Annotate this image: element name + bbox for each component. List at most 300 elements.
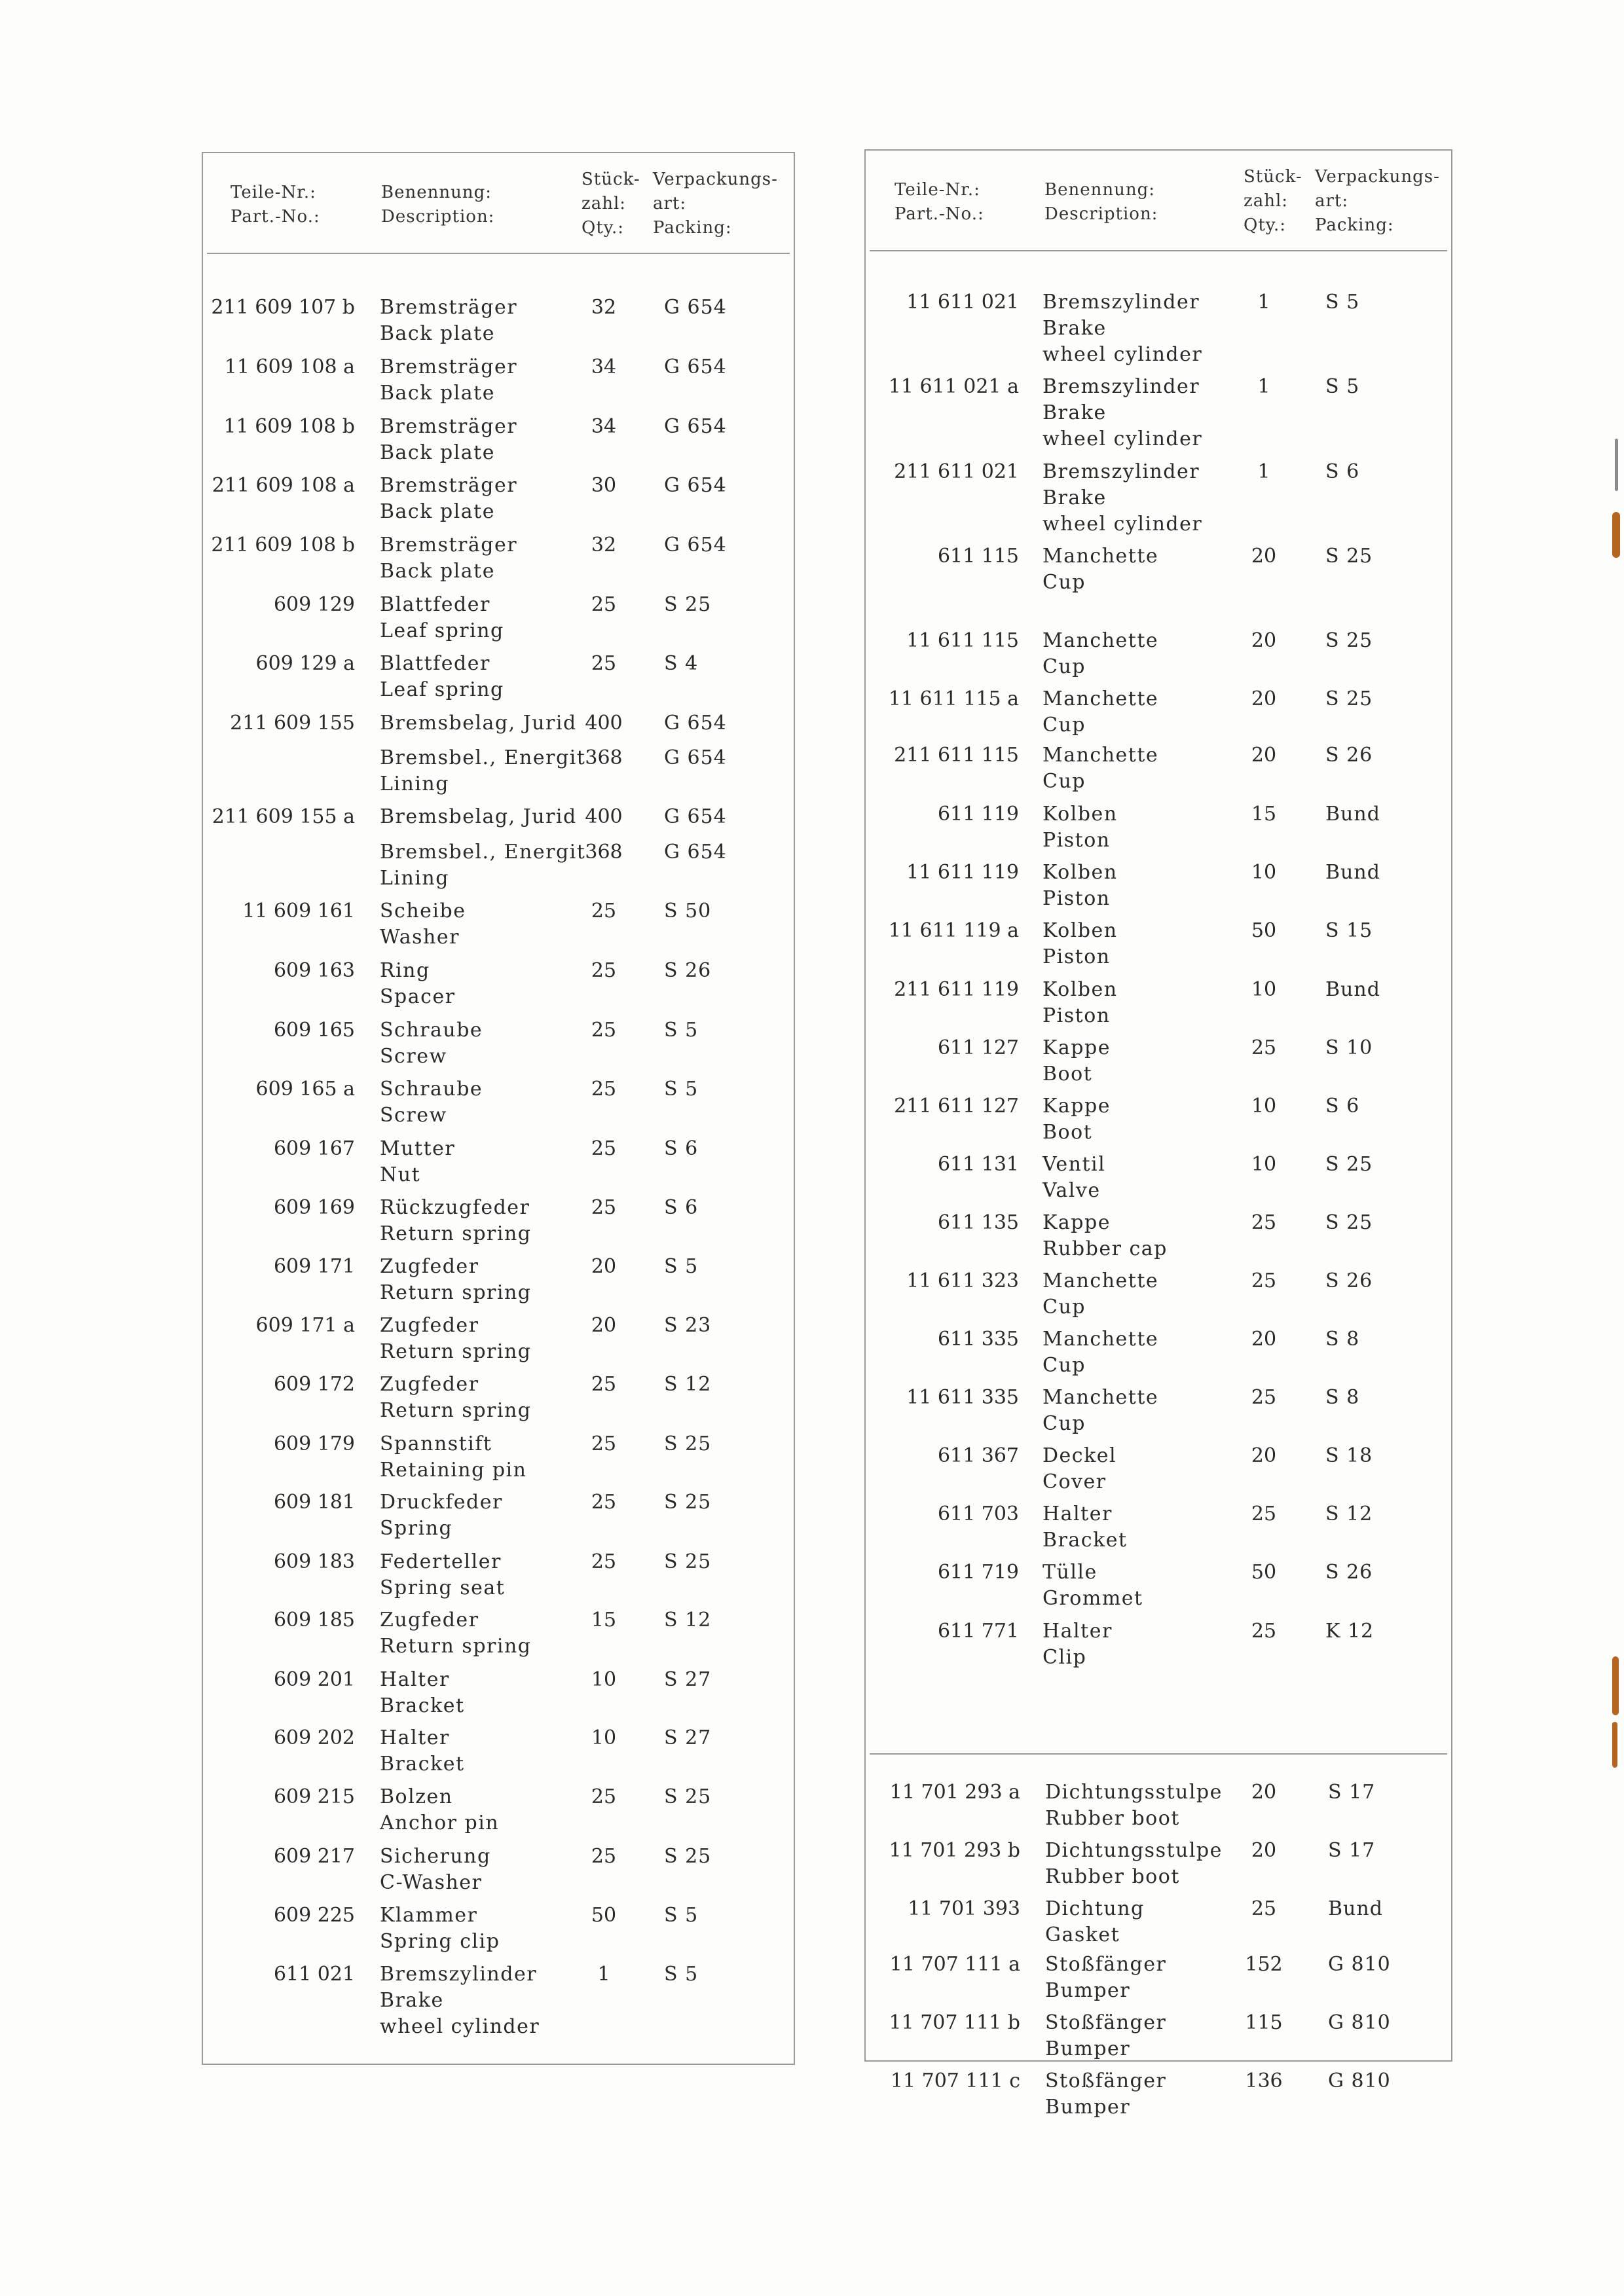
quantity: 25: [591, 1550, 617, 1573]
description-german: Stoßfänger: [1045, 2011, 1167, 2034]
description-german: Blattfeder: [380, 652, 490, 675]
packing: S 8: [1325, 1386, 1360, 1409]
description-english: Bracket: [1043, 1529, 1128, 1552]
part-number: 609 167: [273, 1137, 355, 1160]
description: [380, 414, 517, 466]
quantity: 1: [1257, 460, 1270, 483]
packing: S 25: [664, 1491, 712, 1514]
description-english: Boot: [1043, 1121, 1093, 1144]
description-german: Bremsträger: [380, 355, 518, 378]
description-german: Rückzugfeder: [380, 1196, 530, 1219]
description: [1043, 1385, 1158, 1437]
description-german: Manchette: [1043, 1386, 1159, 1409]
quantity: 25: [591, 959, 617, 982]
description: [1043, 543, 1158, 596]
description-english: wheel cylinder: [380, 2015, 540, 2038]
description-english: Retaining pin: [380, 1459, 527, 1482]
description-german: Manchette: [1043, 1328, 1159, 1351]
packing: Bund: [1325, 861, 1380, 884]
packing: S 25: [1325, 629, 1373, 652]
description-english: Return spring: [380, 1281, 532, 1304]
part-number: 609 183: [273, 1550, 355, 1573]
description-german: Tülle: [1043, 1561, 1098, 1584]
description-english: Bracket: [380, 1694, 465, 1717]
quantity: 50: [1251, 919, 1277, 942]
parts-table-right: [864, 149, 1452, 2119]
description: [380, 839, 585, 892]
header-label: Part.-No.:: [231, 207, 320, 227]
part-number: 609 165 a: [255, 1078, 355, 1101]
description: [380, 1076, 483, 1129]
packing: G 654: [664, 355, 727, 378]
packing: S 25: [1325, 1153, 1373, 1176]
description-german: Dichtungsstulpe: [1045, 1781, 1223, 1804]
quantity: 10: [1251, 861, 1277, 884]
description-german: Stoßfänger: [1045, 2069, 1167, 2092]
description-german: Kolben: [1043, 978, 1118, 1001]
quantity: 368: [585, 746, 623, 769]
quantity: 30: [591, 474, 617, 497]
part-number: 609 165: [273, 1019, 355, 1042]
packing: S 27: [664, 1668, 712, 1691]
description: [380, 354, 517, 407]
part-number: 609 201: [273, 1668, 355, 1691]
description-german: Kolben: [1043, 861, 1118, 884]
description: [380, 1607, 531, 1660]
description-german: Bremsbel., Energit: [380, 841, 586, 864]
packing: S 25: [664, 1785, 712, 1808]
part-number: 611 135: [937, 1211, 1019, 1234]
part-number: 609 225: [273, 1904, 355, 1927]
part-number: 11 609 108 b: [223, 415, 355, 438]
description-english: Piston: [1043, 829, 1111, 852]
part-number: 11 611 115: [906, 629, 1019, 652]
packing: G 654: [664, 474, 727, 497]
description: [1043, 374, 1202, 452]
packing: G 810: [1328, 2069, 1391, 2092]
description-english: Washer: [380, 926, 460, 949]
part-number: 609 129 a: [255, 652, 355, 675]
quantity: 10: [1251, 1095, 1277, 1118]
description: [380, 1961, 540, 2040]
quantity: 25: [591, 900, 617, 922]
description-english: Bracket: [380, 1753, 465, 1776]
part-number: 11 609 161: [242, 900, 355, 922]
description-german: Zugfeder: [380, 1609, 479, 1631]
part-number: 11 611 119: [906, 861, 1019, 884]
description: [380, 1903, 500, 1955]
description: [1043, 686, 1158, 738]
packing: G 654: [664, 712, 727, 735]
quantity: 20: [1251, 1781, 1277, 1804]
description: [380, 295, 517, 347]
header-part-no: [895, 178, 984, 227]
packing: S 5: [664, 1078, 699, 1101]
quantity: 25: [591, 1196, 617, 1219]
quantity: 20: [1251, 744, 1277, 767]
description-german: Kappe: [1043, 1211, 1111, 1234]
description: [1045, 1779, 1223, 1832]
description-english: Lining: [380, 867, 449, 890]
packing: S 4: [664, 652, 699, 675]
part-number: 609 202: [273, 1726, 355, 1749]
description-german: Kolben: [1043, 803, 1118, 826]
description: [380, 745, 585, 797]
description-german: Bremszylinder: [380, 1963, 538, 1986]
description: [1043, 742, 1158, 795]
description-german: Manchette: [1043, 1269, 1159, 1292]
description-english: Leaf spring: [380, 619, 504, 642]
quantity: 400: [585, 805, 623, 828]
description-german: Manchette: [1043, 629, 1159, 652]
description-english: Rubber cap: [1043, 1237, 1168, 1260]
quantity: 25: [591, 1432, 617, 1455]
description: [380, 1784, 499, 1836]
description-english: Back plate: [380, 382, 495, 405]
description-english: Back plate: [380, 322, 495, 345]
part-number: 211 611 127: [894, 1095, 1019, 1118]
part-number: 611 719: [937, 1561, 1019, 1584]
part-number: 611 021: [273, 1963, 355, 1986]
description: [1045, 1838, 1223, 1890]
quantity: 368: [585, 841, 623, 864]
description-english: Cup: [1043, 770, 1086, 793]
packing: S 25: [664, 1845, 712, 1868]
description-english: Grommet: [1043, 1587, 1143, 1610]
quantity: 25: [1251, 1620, 1277, 1643]
description: [1043, 628, 1158, 680]
description-german: Sicherung: [380, 1845, 491, 1868]
part-number: 609 185: [273, 1609, 355, 1631]
description-english: Back plate: [380, 500, 495, 523]
header-label: Packing:: [653, 218, 732, 238]
part-number: 211 609 155 a: [212, 805, 355, 828]
header-label: Benennung:: [1044, 180, 1156, 200]
packing: S 50: [664, 900, 712, 922]
description-german: Federteller: [380, 1550, 502, 1573]
description-english: Spacer: [380, 985, 456, 1008]
part-number: 11 701 293 b: [889, 1839, 1020, 1862]
description-german: Dichtungsstulpe: [1045, 1839, 1223, 1862]
quantity: 20: [1251, 629, 1277, 652]
packing: S 12: [1325, 1503, 1373, 1525]
part-number: 611 771: [937, 1620, 1019, 1643]
description-english: Cup: [1043, 655, 1086, 678]
header-label: Description:: [1044, 204, 1158, 224]
description-german: Bremszylinder: [1043, 291, 1200, 314]
description: [1043, 801, 1118, 854]
header-label: Stück-: [581, 170, 640, 189]
header-label: Qty.:: [581, 218, 625, 238]
description-german: Bremsbelag, Jurid: [380, 805, 577, 828]
description-english: Return spring: [380, 1222, 532, 1245]
description: [1045, 1896, 1145, 1948]
packing: S 23: [664, 1314, 712, 1337]
description-german: Kappe: [1043, 1036, 1111, 1059]
description-german: Bremsträger: [380, 296, 518, 319]
packing: S 25: [664, 593, 712, 616]
description-english: Brake: [1043, 486, 1107, 509]
part-number: 211 609 108 a: [212, 474, 355, 497]
packing: G 654: [664, 841, 727, 864]
part-number: 609 129: [273, 593, 355, 616]
header-label: art:: [1315, 191, 1349, 211]
part-number: 11 707 111 c: [890, 2069, 1020, 2092]
description-english: Cup: [1043, 571, 1086, 594]
description-german: Bremsträger: [380, 534, 518, 556]
description-german: Spannstift: [380, 1432, 492, 1455]
packing: S 27: [664, 1726, 712, 1749]
description: [380, 1725, 465, 1777]
quantity: 25: [591, 652, 617, 675]
packing: S 5: [664, 1963, 699, 1986]
packing: S 6: [664, 1196, 699, 1219]
description: [380, 1136, 455, 1188]
header-label: Benennung:: [381, 183, 492, 202]
quantity: 10: [591, 1726, 617, 1749]
description-english: Bumper: [1045, 2096, 1131, 2119]
packing: S 18: [1325, 1444, 1373, 1467]
description: [1043, 1326, 1158, 1379]
description-english: Return spring: [380, 1399, 532, 1422]
description-english: Cup: [1043, 1412, 1086, 1435]
description-english: Valve: [1043, 1179, 1101, 1202]
description: [380, 1372, 531, 1424]
description-german: Halter: [380, 1668, 450, 1691]
description: [380, 1195, 531, 1247]
quantity: 34: [591, 355, 617, 378]
description-english: Brake: [1043, 317, 1107, 340]
part-number: 211 611 021: [894, 460, 1019, 483]
header-label: zahl:: [1244, 191, 1289, 211]
part-number: 611 367: [937, 1444, 1019, 1467]
header-label: Verpackungs-: [1315, 167, 1440, 187]
part-number: 11 707 111 b: [889, 2011, 1020, 2034]
description-english: Return spring: [380, 1635, 532, 1658]
quantity: 25: [1251, 1503, 1277, 1525]
description-english: Boot: [1043, 1063, 1093, 1085]
description-german: Druckfeder: [380, 1491, 503, 1514]
packing: G 654: [664, 534, 727, 556]
packing: S 26: [664, 959, 712, 982]
description-german: Dichtung: [1045, 1897, 1145, 1920]
header-label: Stück-: [1244, 167, 1302, 187]
packing: S 25: [664, 1432, 712, 1455]
quantity: 25: [1251, 1386, 1277, 1409]
quantity: 20: [1251, 687, 1277, 710]
packing: S 25: [1325, 687, 1373, 710]
quantity: 115: [1245, 2011, 1283, 2034]
description: [380, 1313, 531, 1365]
part-number: 11 701 393: [908, 1897, 1020, 1920]
quantity: 25: [1251, 1036, 1277, 1059]
description: [1043, 918, 1118, 970]
description-german: Bremsträger: [380, 474, 518, 497]
header-description: [381, 181, 494, 229]
part-number: 609 171: [273, 1255, 355, 1278]
quantity: 1: [597, 1963, 610, 1986]
part-number: 611 703: [937, 1503, 1019, 1525]
description: [380, 1431, 526, 1484]
quantity: 15: [1251, 803, 1277, 826]
part-number: 211 609 155: [230, 712, 355, 735]
section-divider: [870, 1753, 1447, 1755]
description: [1043, 1152, 1105, 1204]
binder-mark: [1612, 1656, 1619, 1715]
description-english: Leaf spring: [380, 678, 504, 701]
header-label: zahl:: [581, 194, 627, 213]
description-english: Brake: [380, 1989, 444, 2012]
quantity: 25: [591, 1137, 617, 1160]
description-german: Zugfeder: [380, 1255, 479, 1278]
packing: S 5: [1325, 291, 1360, 314]
description: [380, 473, 517, 525]
parts-table-left: [202, 152, 795, 2065]
part-number: 609 179: [273, 1432, 355, 1455]
description: [1043, 1093, 1111, 1146]
header-qty: [581, 168, 640, 240]
description-english: Cover: [1043, 1470, 1107, 1493]
part-number: 11 611 021: [906, 291, 1019, 314]
description-german: Zugfeder: [380, 1373, 479, 1396]
quantity: 20: [1251, 1328, 1277, 1351]
description-english: Rubber boot: [1045, 1807, 1180, 1830]
header-label: Part.-No.:: [895, 204, 984, 224]
description-english: Anchor pin: [380, 1812, 500, 1834]
description-german: Halter: [1043, 1503, 1113, 1525]
description: [1045, 2010, 1166, 2062]
quantity: 25: [591, 1373, 617, 1396]
description: [380, 1017, 483, 1070]
packing: S 6: [664, 1137, 699, 1160]
part-number: 611 119: [937, 803, 1019, 826]
quantity: 10: [1251, 1153, 1277, 1176]
quantity: 20: [1251, 1444, 1277, 1467]
packing: S 17: [1328, 1839, 1376, 1862]
description-english: Bumper: [1045, 2037, 1131, 2060]
description: [1043, 1618, 1113, 1671]
part-number: 11 611 021 a: [888, 375, 1019, 398]
header-label: Qty.:: [1244, 215, 1287, 235]
description-german: Bremszylinder: [1043, 375, 1200, 398]
quantity: 25: [1251, 1211, 1277, 1234]
quantity: 32: [591, 296, 617, 319]
header-label: Verpackungs-: [653, 170, 778, 189]
description-german: Manchette: [1043, 687, 1159, 710]
quantity: 25: [591, 1019, 617, 1042]
description-english: Back plate: [380, 560, 495, 583]
packing: S 15: [1325, 919, 1373, 942]
description-english: Piston: [1043, 887, 1111, 910]
description-german: Stoßfänger: [1045, 1953, 1167, 1976]
binder-mark: [1612, 512, 1620, 558]
packing: S 5: [664, 1904, 699, 1927]
description-english: wheel cylinder: [1043, 513, 1203, 536]
description-english: Clip: [1043, 1646, 1087, 1669]
part-number: 611 127: [937, 1036, 1019, 1059]
packing: G 654: [664, 746, 727, 769]
part-number: 211 611 119: [894, 978, 1019, 1001]
description-german: Kappe: [1043, 1095, 1111, 1118]
description-english: Brake: [1043, 401, 1107, 424]
description-german: Mutter: [380, 1137, 456, 1160]
quantity: 400: [585, 712, 623, 735]
description-english: Cup: [1043, 1354, 1086, 1377]
packing: S 12: [664, 1609, 712, 1631]
description: [1043, 1501, 1128, 1554]
description-english: wheel cylinder: [1043, 343, 1203, 366]
table-header: [207, 153, 790, 254]
description-english: wheel cylinder: [1043, 428, 1203, 450]
packing: S 26: [1325, 744, 1373, 767]
description-english: Spring clip: [380, 1930, 500, 1953]
description-german: Bolzen: [380, 1785, 453, 1808]
quantity: 50: [1251, 1561, 1277, 1584]
part-number: 611 131: [937, 1153, 1019, 1176]
description: [380, 1489, 503, 1542]
part-number: 11 707 111 a: [889, 1953, 1020, 1976]
packing: S 6: [1325, 1095, 1360, 1118]
description-german: Kolben: [1043, 919, 1118, 942]
description-german: Bremsbelag, Jurid: [380, 712, 577, 735]
quantity: 34: [591, 415, 617, 438]
description: [1043, 860, 1118, 912]
description: [380, 1549, 505, 1601]
description-german: Ring: [380, 959, 430, 982]
description-german: Bremsbel., Energit: [380, 746, 586, 769]
quantity: 25: [1251, 1897, 1277, 1920]
quantity: 20: [591, 1255, 617, 1278]
description-english: Gasket: [1045, 1923, 1120, 1946]
description-english: Rubber boot: [1045, 1865, 1180, 1888]
packing: S 6: [1325, 460, 1360, 483]
description-english: Bumper: [1045, 1979, 1131, 2002]
packing: Bund: [1328, 1897, 1383, 1920]
part-number: 611 335: [937, 1328, 1019, 1351]
packing: S 25: [1325, 545, 1373, 568]
description-english: Spring seat: [380, 1576, 506, 1599]
packing: S 10: [1325, 1036, 1373, 1059]
quantity: 1: [1257, 375, 1270, 398]
packing: S 26: [1325, 1269, 1373, 1292]
description: [1043, 1443, 1116, 1495]
header-part-no: [231, 181, 320, 229]
part-number: 11 611 335: [906, 1386, 1019, 1409]
part-number: 609 163: [273, 959, 355, 982]
part-number: 211 609 107 b: [211, 296, 355, 319]
description: [380, 1254, 531, 1306]
description: [380, 958, 456, 1010]
quantity: 20: [591, 1314, 617, 1337]
header-label: Teile-Nr.:: [895, 180, 980, 200]
description: [1043, 1268, 1158, 1321]
binder-mark: [1615, 439, 1618, 491]
packing: Bund: [1325, 803, 1380, 826]
header-packing: [1315, 165, 1440, 238]
part-number: 609 172: [273, 1373, 355, 1396]
description-german: Manchette: [1043, 545, 1159, 568]
part-number: 211 609 108 b: [211, 534, 355, 556]
part-number: 11 701 293 a: [889, 1781, 1020, 1804]
description-english: Lining: [380, 773, 449, 795]
description-english: Screw: [380, 1045, 447, 1068]
description-english: C-Washer: [380, 1871, 483, 1894]
description: [1045, 2068, 1166, 2121]
description-german: Bremszylinder: [1043, 460, 1200, 483]
header-label: art:: [653, 194, 687, 213]
description: [380, 532, 517, 585]
description-english: Return spring: [380, 1340, 532, 1363]
